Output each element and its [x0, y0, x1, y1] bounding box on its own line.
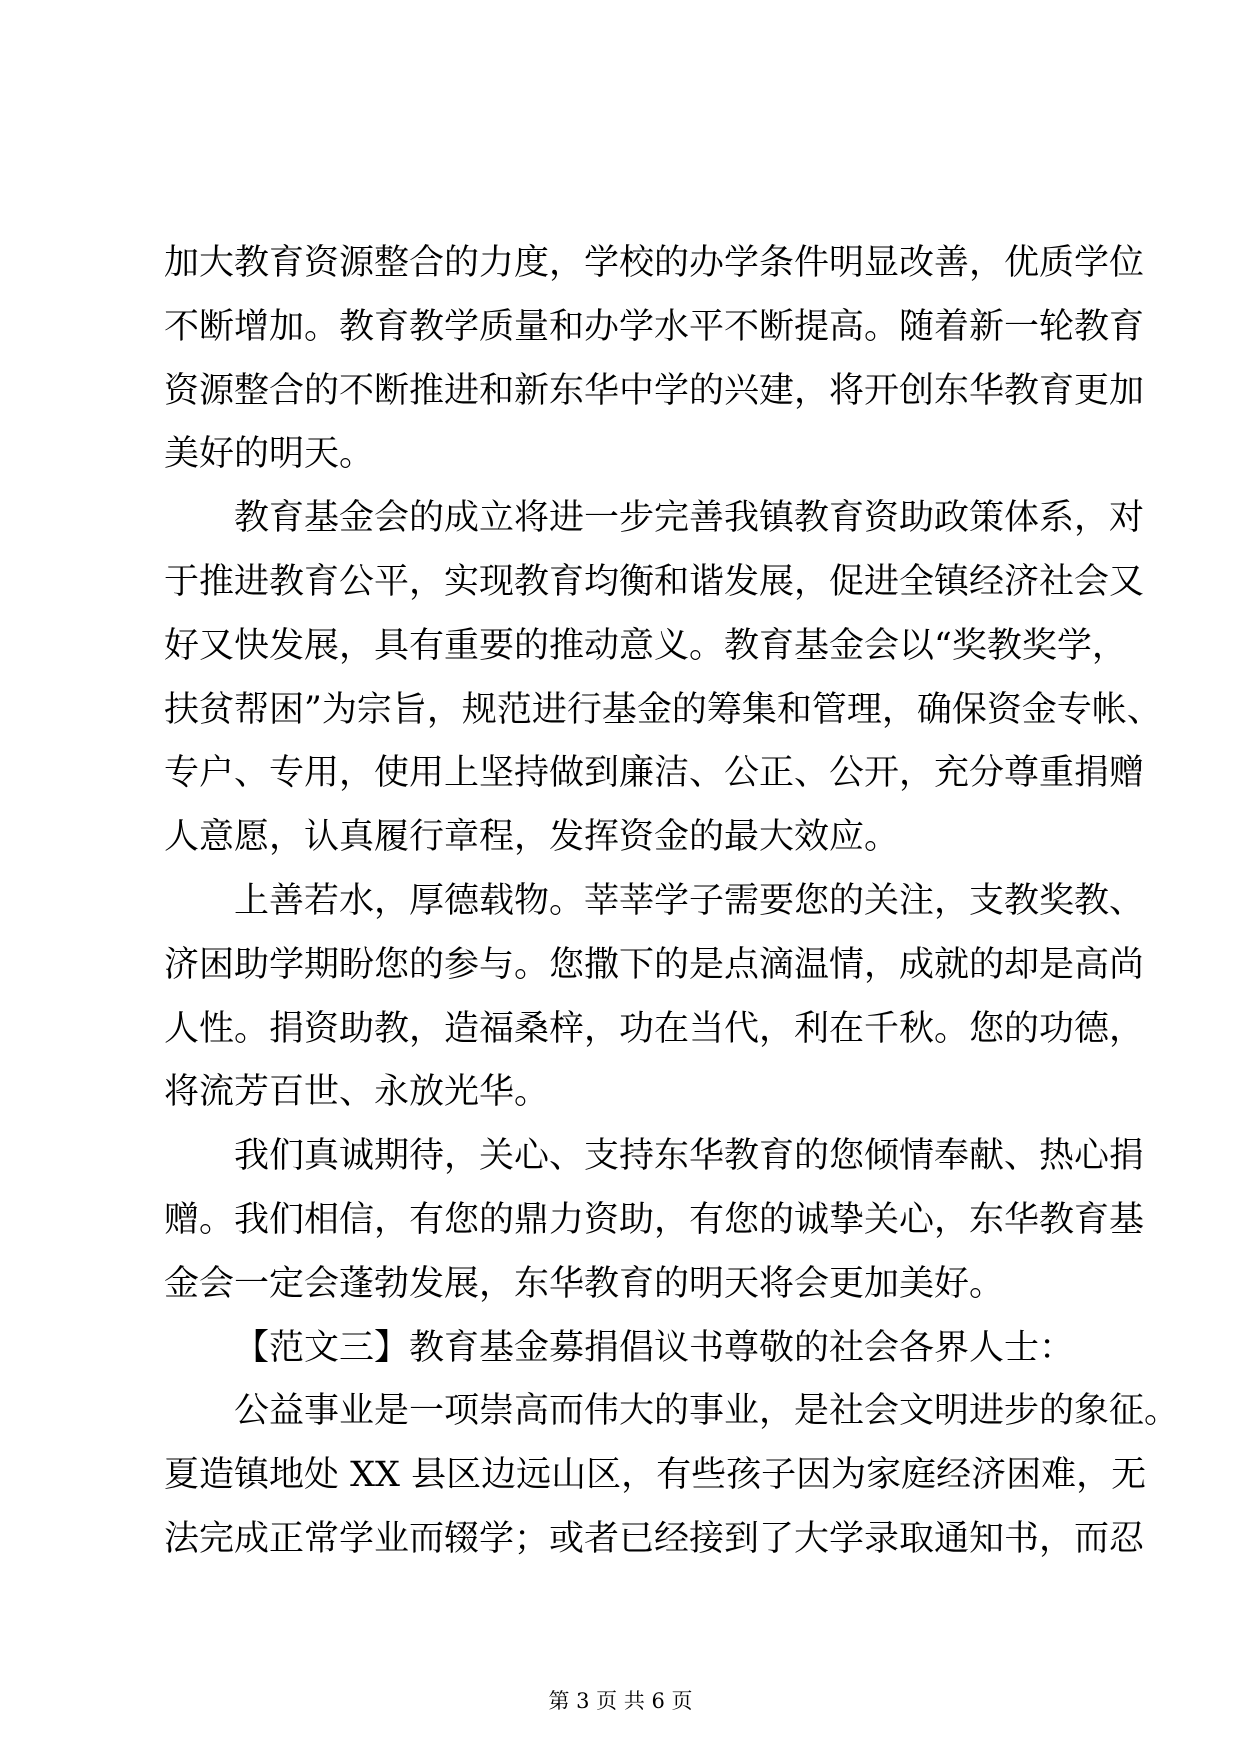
text-line: 人性。捐资助教，造福桑梓，功在当代，利在千秋。您的功德，: [164, 1008, 1145, 1049]
text-line: 好又快发展，具有重要的推动意义。教育基金会以“奖教奖学，: [164, 625, 1127, 666]
text-line: 上善若水，厚德载物。莘莘学子需要您的关注，支教奖教、: [234, 880, 1145, 921]
text-line: 于推进教育公平，实现教育均衡和谐发展，促进全镇经济社会又: [164, 561, 1145, 602]
text-line: 夏造镇地处 XX 县区边远山区，有些孩子因为家庭经济困难，无: [164, 1455, 1147, 1496]
text-line: 济困助学期盼您的参与。您撒下的是点滴温情，成就的却是高尚: [164, 944, 1145, 985]
text-line: 【范文三】教育基金募捐倡议书尊敬的社会各界人士：: [234, 1327, 1075, 1368]
text-line: 人意愿，认真履行章程，发挥资金的最大效应。: [164, 817, 900, 858]
page-footer: 第 3 页 共 6 页: [548, 1689, 693, 1713]
text-line: 将流芳百世、永放光华。: [164, 1072, 550, 1113]
text-line: 我们真诚期待，关心、支持东华教育的您倾情奉献、热心捐: [234, 1136, 1145, 1177]
text-line: 加大教育资源整合的力度，学校的办学条件明显改善，优质学位: [164, 243, 1145, 283]
text-line: 不断增加。教育教学质量和办学水平不断提高。随着新一轮教育: [164, 306, 1145, 347]
text-line: 资源整合的不断推进和新东华中学的兴建，将开创东华教育更加: [164, 370, 1145, 411]
text-line: 赠。我们相信，有您的鼎力资助，有您的诚挚关心，东华教育基: [164, 1199, 1145, 1240]
text-line: 公益事业是一项崇高而伟大的事业，是社会文明进步的象征。: [234, 1391, 1180, 1432]
document-body: [164, 232, 1180, 1572]
text-line: 金会一定会蓬勃发展，东华教育的明天将会更加美好。: [164, 1263, 1005, 1304]
text-line: 教育基金会的成立将进一步完善我镇教育资助政策体系，对: [234, 498, 1145, 539]
text-line: 专户、专用，使用上坚持做到廉洁、公正、公开，充分尊重捐赠: [164, 753, 1145, 794]
text-line: 法完成正常学业而辍学；或者已经接到了大学录取通知书，而忍: [164, 1518, 1145, 1559]
text-line: 美好的明天。: [164, 434, 375, 475]
text-line: 扶贫帮困”为宗旨，规范进行基金的筹集和管理，确保资金专帐、: [164, 689, 1162, 730]
